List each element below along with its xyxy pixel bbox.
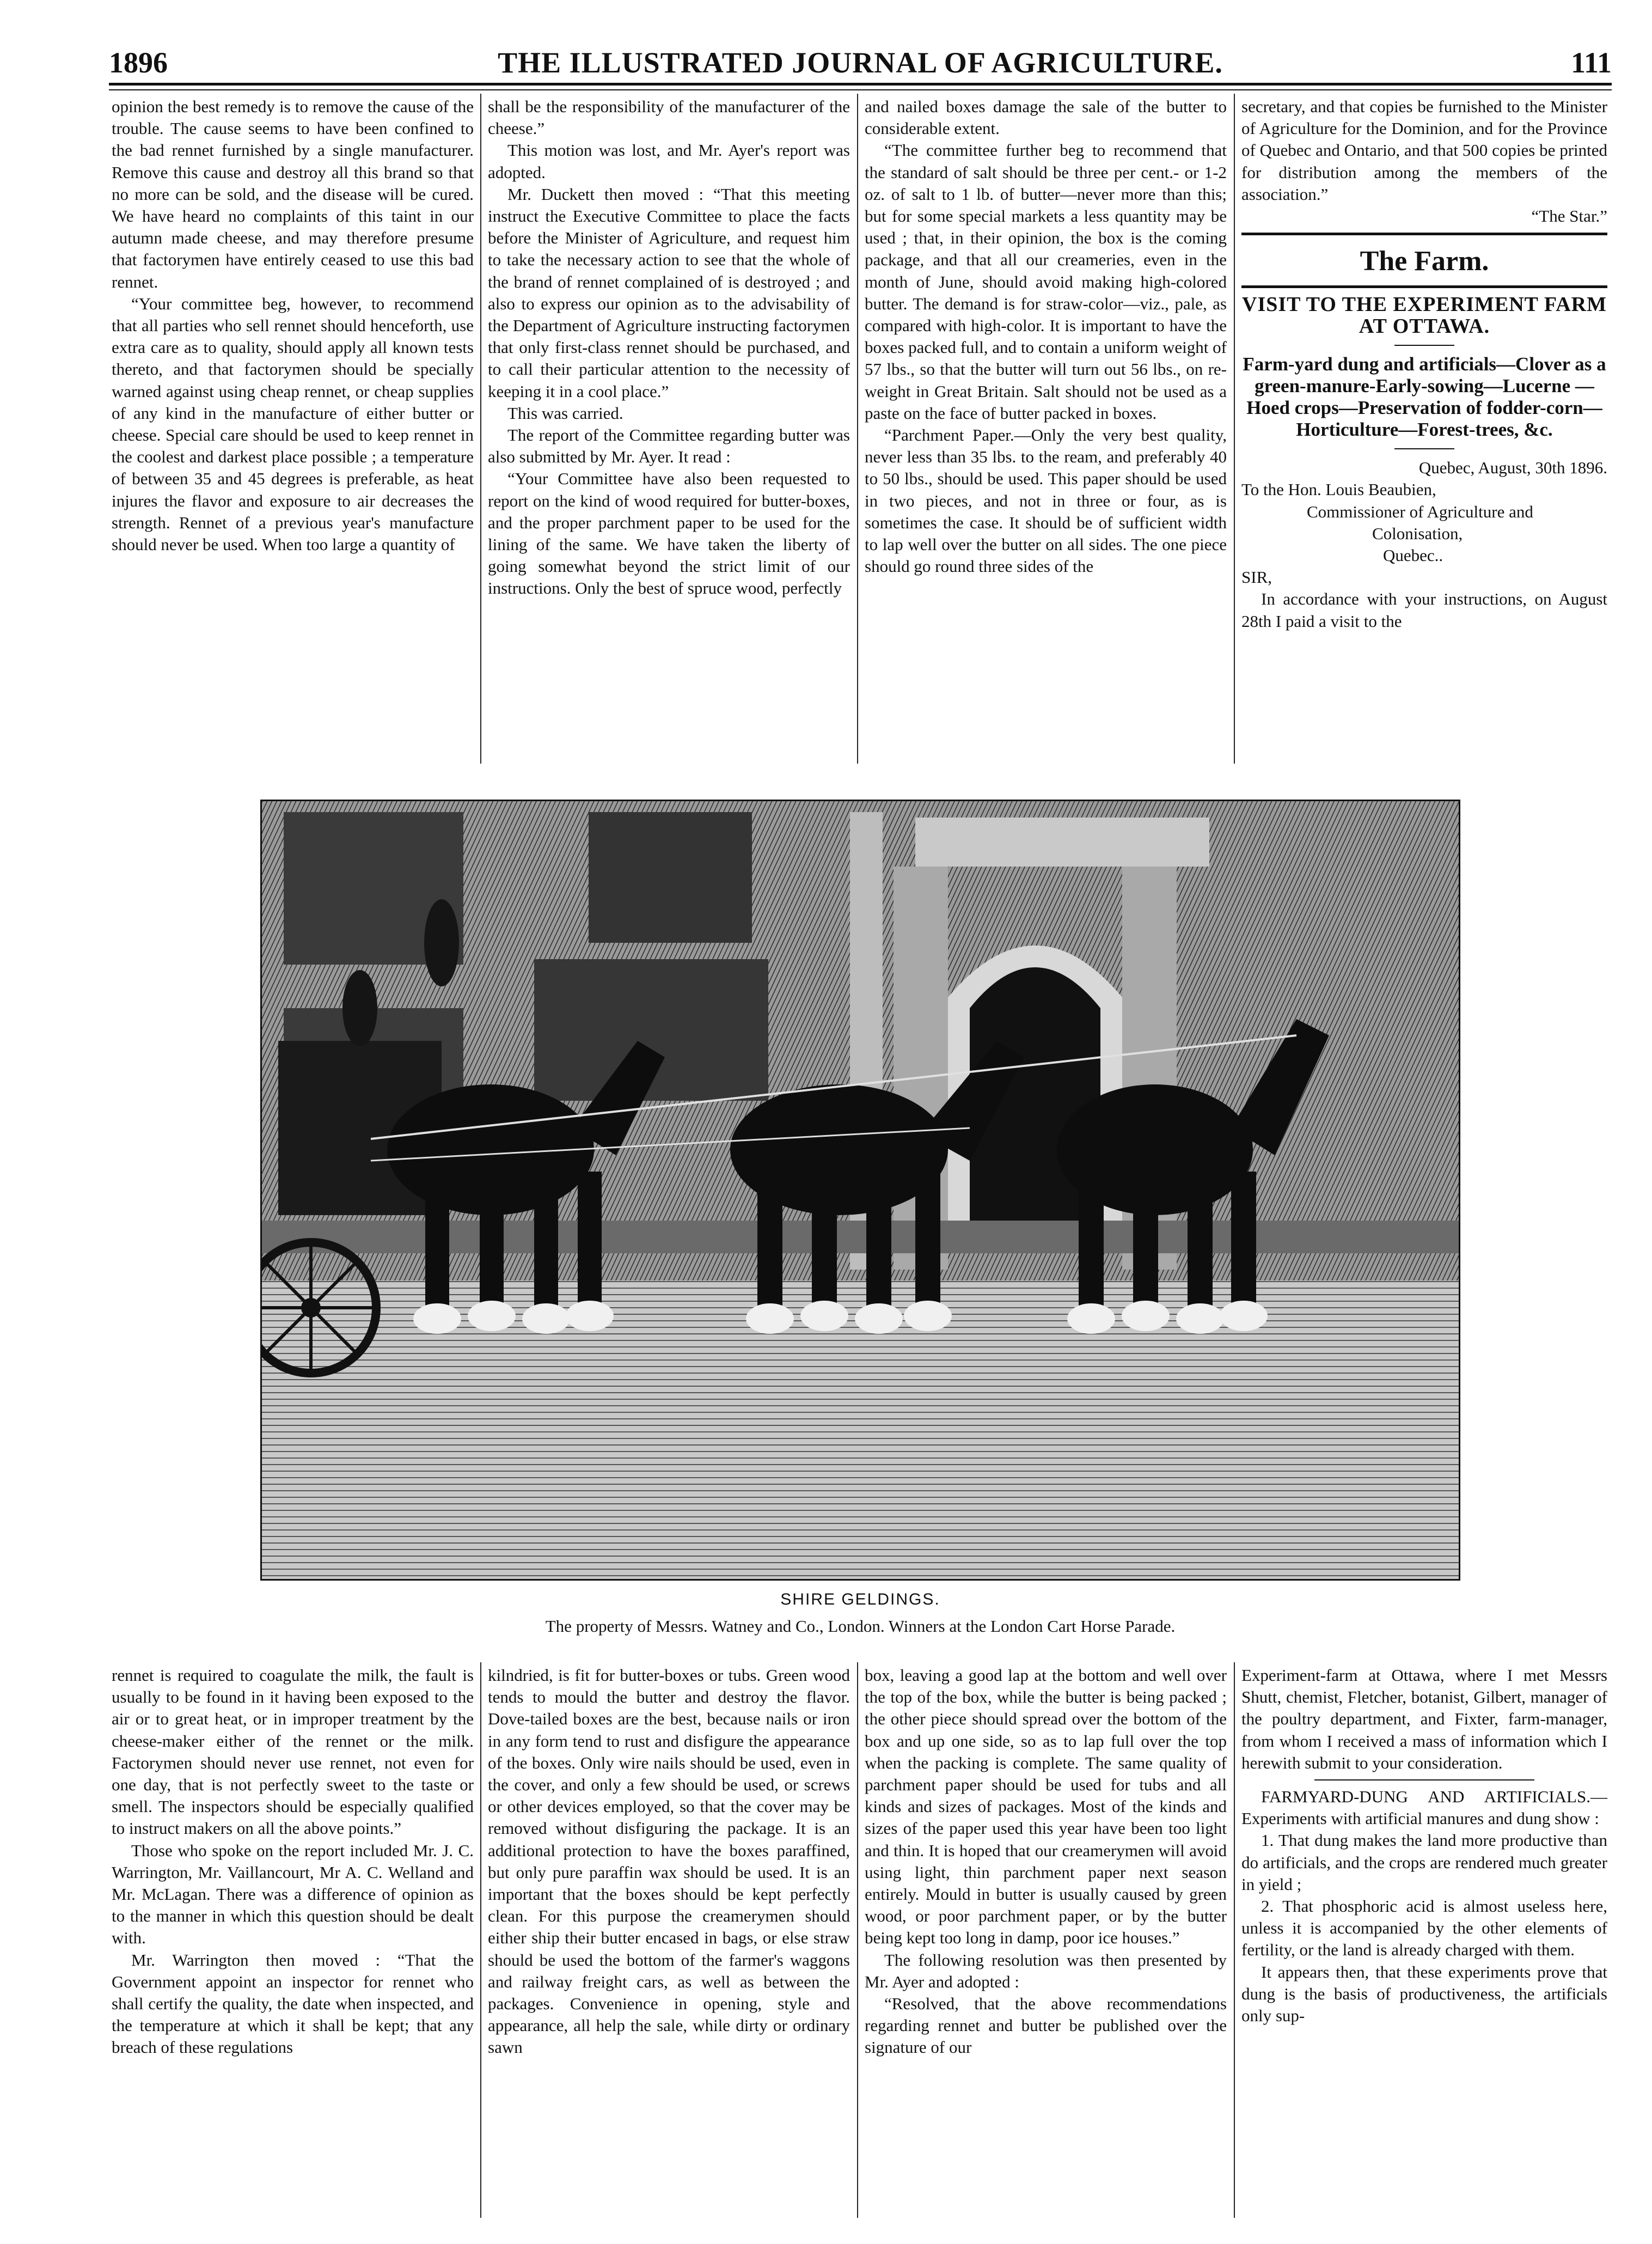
engraving-drawing: [262, 801, 1459, 1579]
page-number: 111: [1570, 46, 1612, 79]
paragraph: FARMYARD-DUNG AND ARTIFICIALS.—Experiments with artificial manures and dung show :: [1241, 1787, 1607, 1828]
paragraph: and nailed boxes damage the sale of the butter to considerable extent.: [865, 97, 1227, 138]
column-divider: [857, 1662, 858, 2218]
section-rule: [1314, 1779, 1534, 1780]
address-line: To the Hon. Louis Beaubien,: [1241, 480, 1436, 499]
section-rule: [1241, 285, 1607, 288]
column-divider: [857, 94, 858, 764]
address-line: Commissioner of Agriculture and: [1307, 502, 1533, 521]
paragraph: kilndried, is fit for butter-boxes or tubs. Green wood tends to mould the butter and destroy the flavor. Dove-tailed boxes are the best, because nails or iron in any form tend to rust and disfigure the appearance of the boxes. Only wire nails should be used, even in the cover, and only a few should be used, or screws or other devices employed, so that the cover may be removed without disfiguring the package. It is an additional protection to have the boxes paraffined, but only pure paraffin wax should be used. It is an important that the boxes should be kept perfectly clean. For this purpose the creamerymen should either ship their butter encased in bags, or else straw should be used the bottom of the farmer's waggons and railway freight cars, as well as between the packages. Convenience in opening, style and appearance, all help the sale, while dirty or ordinary sawn: [488, 1666, 850, 2057]
paragraph: The following resolution was then presented by Mr. Ayer and adopted :: [865, 1950, 1227, 1991]
address-line: Quebec..: [1383, 546, 1443, 565]
section-title: The Farm.: [1360, 246, 1489, 277]
illustration-title: SHIRE GELDINGS.: [780, 1590, 940, 1608]
article-column-top-3: [865, 96, 1227, 577]
paragraph: Experiment-farm at Ottawa, where I met Messrs Shutt, chemist, Fletcher, botanist, Gilbert, manager of the poultry department, and Fixter, farm-manager, from whom I received a mass of information which I herewith submit to your consideration.: [1241, 1666, 1607, 1772]
paragraph: This was carried.: [507, 403, 623, 423]
column-divider: [480, 94, 481, 764]
illustration-caption: The property of Messrs. Watney and Co., London. Winners at the London Cart Horse Parade.: [545, 1617, 1176, 1636]
article-subtitle: Farm-yard dung and artificials—Clover as a green-manure-Early-sowing—Lucerne — Hoed crops—Preservation of fodder-corn—Horticulture—Forest-trees, &c.: [1243, 353, 1606, 441]
paragraph: box, leaving a good lap at the bottom and well over the top of the box, while the butter is being packed ; the other piece should spread over the bottom of the box and up one side, so as to lap full over the top when the packing is complete. The same quality of parchment paper should be used for tubs and all kinds and sizes of packages. Most of the kinds and sizes of the paper used this year have been too light and thin. It is hoped that our creamerymen will avoid using light, thin parchment paper next season entirely. Mould in butter is usually caused by green wood, or poor parchment paper, or by the butter being kept too long in damp, poor ice houses.”: [865, 1666, 1227, 1948]
paragraph: “Your committee beg, however, to recommend that all parties who sell rennet should henceforth, use extra care as to quality, should apply all known tests thereto, and that factorymen should be specially warned against using cheap rennet, or cheap supplies of any kind in the manufacture of either butter or cheese. Special care should be used to keep rennet in the coolest and darkest place possible ; a temperature of between 35 and 45 degrees is preferable, as heat injures the flavor and exposure to air decreases the strength. Rennet of a previous year's manufacture should never be used. When too large a quantity of: [112, 294, 474, 554]
paragraph: Mr. Duckett then moved : “That this meeting instruct the Executive Committee to place the facts before the Minister of Agriculture, and request him to take the necessary action to see that the whole of the brand of rennet complained of is destroyed ; and also to express our opinion as to the advisability of the Department of Agriculture instructing factorymen that only first-class rennet should be purchased, and to call their particular attention to the necessity of keeping it in a cool place.”: [488, 184, 850, 401]
paragraph: opinion the best remedy is to remove the cause of the trouble. The cause seems to have been confined to the bad rennet furnished by a single manufacturer. Remove this cause and destroy all this brand so that no more can be sold, and the disease will be cured. We have heard no complaints of this taint in our autumn made cheese, and may therefore presume that factorymen have entirely ceased to use this bad rennet.: [112, 97, 474, 291]
paragraph: secretary, and that copies be furnished to the Minister of Agriculture for the Dominion, and for the Province of Quebec and Ontario, and that 500 copies be printed for distribution among the members of the association.”: [1241, 97, 1607, 204]
article-column-bottom-2: [488, 1664, 850, 2059]
header-rule: [109, 83, 1612, 86]
running-head: [109, 45, 1612, 83]
paragraph: Those who spoke on the report included Mr. J. C. Warrington, Mr. Vaillancourt, Mr A. C. Welland and Mr. McLagan. There was a difference of opinion as to the manner in which this question should be dealt with.: [112, 1840, 474, 1948]
paragraph: 1. That dung makes the land more productive than do artificials, and the crops are rendered much greater in yield ;: [1241, 1831, 1607, 1894]
paragraph: “The committee further beg to recommend that the standard of salt should be three per cent.- or 1-2 oz. of salt to 1 lb. of butter—never more than this; but for some special markets a less quantity may be used ; that, in their opinion, the box is the coming package, and that all our creameries, even in the month of June, should avoid making high-colored butter. The demand is for straw-color—viz., pale, as compared with high-color. It is important to have the boxes packed full, and to contain a uniform weight of 57 lbs., so that the butter will turn out 56 lbs., on re-weight in Great Britain. Salt should not be used as a paste on the face of butter packed in boxes.: [865, 141, 1227, 423]
salutation: SIR,: [1241, 568, 1272, 587]
paragraph: Mr. Warrington then moved : “That the Government appoint an inspector for rennet who shall certify the quality, the date when inspected, and the temperature at which it shall be kept; that any breach of these regulations: [112, 1950, 474, 2057]
article-title: VISIT TO THE EXPERIMENT FARM AT OTTAWA.: [1242, 293, 1607, 338]
paragraph: “Parchment Paper.—Only the very best quality, never less than 35 lbs. to the ream, and preferably 40 to 50 lbs., should be used. This paper should be used in two pieces, and not in three or four, as is sometimes the case. It should be of sufficient width to lap well over the butter on all sides. The one piece should go round three sides of the: [865, 425, 1227, 576]
column-divider: [1234, 94, 1235, 764]
article-column-bottom-4: [1241, 1664, 1607, 2027]
title-rule: [1394, 448, 1454, 449]
dateline: Quebec, August, 30th 1896.: [1418, 458, 1607, 478]
source-attribution: “The Star.”: [1531, 206, 1607, 226]
article-column-top-1: [112, 96, 474, 556]
address-line: Colonisation,: [1372, 523, 1463, 543]
article-column-bottom-1: [112, 1664, 474, 2059]
section-rule: [1241, 233, 1607, 235]
journal-title: THE ILLUSTRATED JOURNAL OF AGRICULTURE.: [498, 46, 1223, 79]
paragraph: It appears then, that these experiments prove that dung is the basis of productiveness, the artificials only sup-: [1241, 1962, 1607, 2026]
header-rule-thin: [109, 89, 1612, 90]
column-divider: [480, 1662, 481, 2218]
paragraph: “Your Committee have also been requested to report on the kind of wood required for butter-boxes, and the proper parchment paper to be used for the lining of the same. We have taken the liberty of going somewhat beyond the strict limit of our instructions. Only the best of spruce wood, perfectly: [488, 469, 850, 598]
paragraph: “Resolved, that the above recommendations regarding rennet and butter be published over the signature of our: [865, 1994, 1227, 2057]
shire-geldings-engraving: [260, 800, 1460, 1581]
paragraph: This motion was lost, and Mr. Ayer's report was adopted.: [488, 141, 850, 182]
paragraph: The report of the Committee regarding butter was also submitted by Mr. Ayer. It read :: [488, 425, 850, 467]
article-column-bottom-3: [865, 1664, 1227, 2059]
title-rule: [1394, 345, 1454, 346]
paragraph: shall be the responsibility of the manufacturer of the cheese.”: [488, 97, 850, 138]
column-divider: [1234, 1662, 1235, 2218]
page-year: 1896: [109, 46, 168, 79]
paragraph: rennet is required to coagulate the milk, the fault is usually to be found in it having been exposed to the air or to great heat, or in improper treatment by the cheese-maker either of the rennet or the milk. Factorymen should never use rennet, not even for one day, that is not perfectly sweet to the taste or smell. The inspectors should be especially qualified to instruct makers on all the above points.”: [112, 1666, 474, 1838]
paragraph: In accordance with your instructions, on August 28th I paid a visit to the: [1241, 589, 1607, 631]
article-column-top-4: [1241, 96, 1607, 632]
article-column-top-2: [488, 96, 850, 600]
paragraph: 2. That phosphoric acid is almost useless here, unless it is accompanied by the other elements of fertility, or the land is already charged with them.: [1241, 1897, 1607, 1960]
